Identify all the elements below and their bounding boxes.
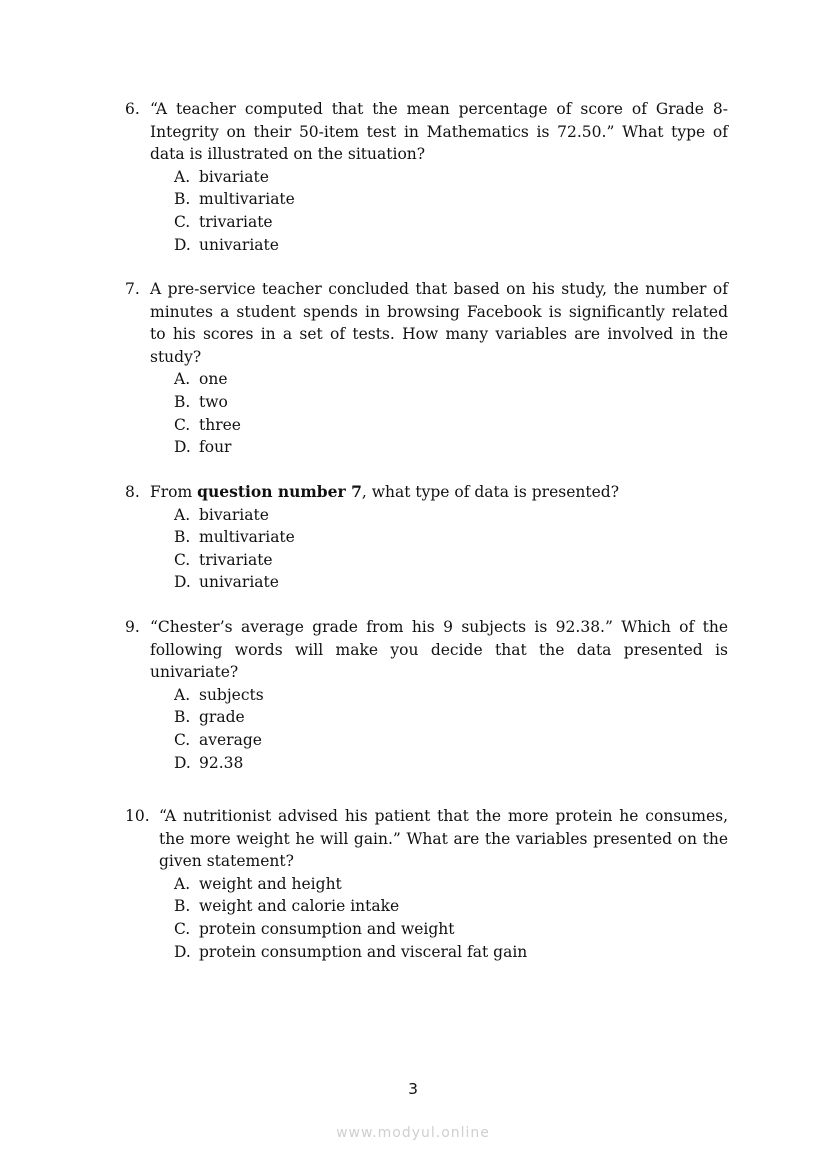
option-b [174, 895, 728, 918]
question-number: 6. [125, 100, 140, 118]
option-letter: C. [174, 919, 191, 938]
option-letter: B. [174, 392, 191, 411]
question-text-before: From [150, 483, 198, 501]
option-letter: B. [174, 897, 191, 916]
option-a [174, 368, 728, 391]
question-text [150, 481, 728, 504]
option-letter: D. [174, 235, 191, 254]
option-c [174, 549, 728, 572]
option-text: one [199, 370, 228, 389]
option-a [174, 873, 728, 896]
page-number: 3 [408, 1080, 418, 1098]
option-text: protein consumption and visceral fat gain [199, 942, 528, 961]
question-8 [125, 481, 728, 594]
option-b [174, 526, 728, 549]
option-a [174, 166, 728, 189]
question-number: 8. [125, 483, 140, 501]
question-text: “Chester’s average grade from his 9 subjects is 92.38.” Which of the following words will make you decide that the data presented is univariate? [150, 618, 728, 682]
option-text: 92.38 [199, 753, 244, 772]
question-7 [125, 278, 728, 459]
option-a [174, 684, 728, 707]
option-letter: D. [174, 573, 191, 592]
option-text: two [199, 392, 228, 411]
option-d [174, 571, 728, 594]
option-letter: C. [174, 730, 191, 749]
question-number: 9. [125, 618, 140, 636]
question-text: A pre-service teacher concluded that based on his study, the number of minutes a student spends in browsing Facebook is significantly related to his scores in a set of tests. How many variables are involved in the study? [150, 280, 728, 366]
option-letter: A. [174, 370, 191, 389]
option-letter: B. [174, 190, 191, 209]
option-text: bivariate [199, 505, 269, 524]
question-9 [125, 616, 728, 774]
option-text: weight and calorie intake [199, 897, 400, 916]
question-text: “A teacher computed that the mean percentage of score of Grade 8-Integrity on their 50-item test in Mathematics is 72.50.” What type of data is illustrated on the situation? [150, 100, 728, 164]
option-text: univariate [199, 235, 279, 254]
option-b [174, 188, 728, 211]
option-text: trivariate [199, 550, 273, 569]
option-text: trivariate [199, 212, 273, 231]
option-text: univariate [199, 573, 279, 592]
option-d [174, 234, 728, 257]
option-letter: A. [174, 505, 191, 524]
option-b [174, 706, 728, 729]
answer-options [174, 684, 728, 774]
option-c [174, 211, 728, 234]
option-letter: C. [174, 415, 191, 434]
option-text: three [199, 415, 241, 434]
option-d [174, 941, 728, 964]
option-letter: C. [174, 212, 191, 231]
option-letter: A. [174, 874, 191, 893]
option-letter: D. [174, 438, 191, 457]
question-reference: question number 7 [197, 482, 362, 501]
option-d [174, 436, 728, 459]
option-c [174, 918, 728, 941]
question-6 [125, 98, 728, 256]
option-text: average [199, 730, 262, 749]
option-text: subjects [199, 685, 264, 704]
option-b [174, 391, 728, 414]
option-d [174, 752, 728, 775]
option-text: bivariate [199, 167, 269, 186]
option-text: weight and height [199, 874, 342, 893]
option-text: multivariate [199, 190, 295, 209]
option-text: grade [199, 708, 245, 727]
option-letter: D. [174, 942, 191, 961]
question-text-after: , what type of data is presented? [361, 483, 620, 501]
answer-options [174, 166, 728, 256]
option-letter: B. [174, 528, 191, 547]
watermark: www.modyul.online [336, 1125, 490, 1141]
option-letter: B. [174, 708, 191, 727]
option-text: four [199, 438, 232, 457]
option-letter: D. [174, 753, 191, 772]
question-number: 7. [125, 280, 140, 298]
option-c [174, 414, 728, 437]
option-letter: A. [174, 167, 191, 186]
option-text: protein consumption and weight [199, 919, 455, 938]
answer-options [174, 368, 728, 458]
option-text: multivariate [199, 528, 295, 547]
option-a [174, 504, 728, 527]
answer-options [174, 873, 728, 963]
question-number: 10. [125, 807, 150, 825]
answer-options [174, 504, 728, 594]
option-c [174, 729, 728, 752]
question-10 [125, 805, 728, 963]
option-letter: C. [174, 550, 191, 569]
question-text: “A nutritionist advised his patient that the more protein he consumes, the more weight he will gain.” What are the variables presented on the given statement? [159, 807, 728, 871]
option-letter: A. [174, 685, 191, 704]
